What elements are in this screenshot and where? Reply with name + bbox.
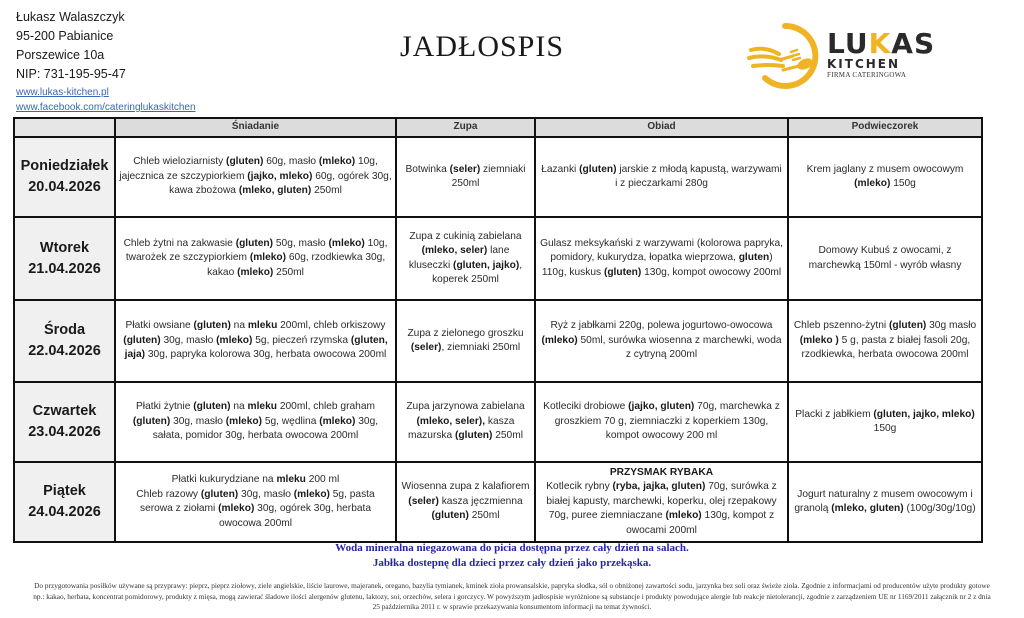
meal-text: kasza jęczmienna xyxy=(438,495,523,507)
day-date: 24.04.2026 xyxy=(28,504,101,520)
allergen-text: (mleko) xyxy=(225,415,262,427)
allergen-text: mleku xyxy=(247,401,277,413)
meal-text: 60g, ogórek 30g, kawa zbożowa xyxy=(169,170,392,197)
meal-text: Placki z jabłkiem xyxy=(795,408,874,420)
allergen-text: (mleko, gluten) xyxy=(831,503,904,514)
meal-text: (100g/30g/10g) xyxy=(903,503,976,514)
meal-text: 30g, masło xyxy=(170,415,226,427)
meal-text: 30g, masło xyxy=(238,488,294,500)
company-city: 95-200 Pabianice xyxy=(16,29,114,43)
corner-cell xyxy=(14,118,115,137)
water-note: Woda mineralna niegazowana do picia dostępna przez cały dzień na salach. xyxy=(335,542,689,554)
meal-text: 60g, masło xyxy=(263,156,319,168)
allergen-text: (gluten) xyxy=(431,510,469,522)
meal-text: ) 110g, kuskus xyxy=(541,252,773,278)
meal-text: 70g, marchewka z groszkiem 70 g, ziemniaczki z koperkiem 130g, kompot owocowy 200 ml xyxy=(554,401,780,442)
meal-text: 130g, kompot z owocami 200ml xyxy=(626,510,775,536)
allergen-text: gluten xyxy=(738,252,770,264)
allergen-text: (gluten) xyxy=(193,320,231,332)
day-cell xyxy=(14,217,115,300)
company-nip: NIP: 731-195-95-47 xyxy=(16,67,126,81)
meal-text: Ryż z jabłkami 220g, polewa jogurtowo-owocowa xyxy=(550,320,773,332)
company-info xyxy=(16,8,196,115)
meal-text: 5g, wędlina xyxy=(261,415,320,427)
meal-text: 130g, kompot owocowy 200ml xyxy=(641,266,782,278)
allergen-text: (gluten) xyxy=(235,237,274,249)
meal-text: 200 ml xyxy=(305,474,340,485)
meal-text: 50g, masło xyxy=(273,237,329,249)
meal-text: 5g, pasta serowa z ziołami xyxy=(139,488,375,514)
meal-text: Chleb wieloziarnisty xyxy=(133,156,227,168)
allergen-text: (gluten, jaja) xyxy=(124,334,388,361)
meal-text: 150g xyxy=(890,178,916,189)
meal-text: Zupa jarzynowa zabielana xyxy=(406,401,525,413)
meal-cell-zupa xyxy=(396,300,535,382)
meal-text: 50ml, surówka wiosenna z marchewki, woda z cytryną 200ml xyxy=(577,334,782,361)
allergen-text: (mleko, gluten) xyxy=(238,185,312,197)
meal-cell-sniadanie xyxy=(115,217,396,300)
meal-cell-zupa xyxy=(396,137,535,217)
allergen-text: (seler) xyxy=(449,163,481,175)
meal-text: , koperek 250ml xyxy=(432,259,523,285)
meal-cell-sniadanie xyxy=(115,300,396,382)
day-row xyxy=(14,462,982,542)
meal-text: 30g, masło xyxy=(160,334,217,346)
allergen-text: (jajko, mleko) xyxy=(247,170,313,182)
allergen-text: (mleko) xyxy=(318,156,356,168)
apples-note: Jabłka dostepnę dla dzieci przez cały dzień jako przekąska. xyxy=(372,557,652,569)
meal-text: Płatki żytnie xyxy=(136,401,194,413)
logo-subtitle: FIRMA CATERINGOWA xyxy=(827,71,907,79)
allergen-text: (gluten) xyxy=(132,415,171,427)
meal-cell-zupa xyxy=(396,382,535,462)
meal-cell-obiad xyxy=(535,217,788,300)
column-header-obiad: Obiad xyxy=(535,118,788,137)
meal-text: lane kluseczki xyxy=(408,245,510,271)
allergen-text: (gluten) xyxy=(888,320,927,332)
meal-text: jarskie z młodą kapustą, warzywami i z pieczarkami 280g xyxy=(615,163,782,189)
allergen-text: (mleko) xyxy=(541,334,578,346)
meal-text: 5 g, pasta z białej fasoli 20g, rzodkiewka, herbata owocowa 200ml xyxy=(801,334,971,361)
allergen-text: (gluten) xyxy=(193,401,231,413)
day-date: 22.04.2026 xyxy=(28,343,101,359)
meal-text: Chleb pszenno-żytni xyxy=(793,320,889,332)
meal-text: 150g xyxy=(873,423,897,434)
meal-text: Jogurt naturalny z musem owocowym i granolą xyxy=(794,488,973,514)
meal-text: 30g masło xyxy=(926,320,977,332)
allergen-text: (mleko) xyxy=(216,334,253,346)
allergen-text: (mleko, seler), xyxy=(416,415,486,427)
notes xyxy=(0,541,1024,571)
cutlery-logo-icon xyxy=(745,20,825,90)
allergen-text: (mleko) xyxy=(237,266,274,278)
allergen-text: (seler) xyxy=(410,342,442,353)
day-date: 21.04.2026 xyxy=(28,260,101,277)
allergen-text: (gluten) xyxy=(123,334,161,346)
meal-text: 250ml xyxy=(273,266,304,278)
facebook-link[interactable]: www.facebook.com/cateringlukaskitchen xyxy=(16,102,196,113)
day-row xyxy=(14,300,982,382)
allergen-text: (gluten, jajko) xyxy=(453,259,520,271)
allergen-text: mleku xyxy=(247,320,278,332)
allergen-text: mleku xyxy=(276,474,306,485)
day-name: Wtorek xyxy=(39,239,90,256)
logo-kitchen: KITCHEN xyxy=(827,57,901,71)
meal-cell-podwieczorek xyxy=(788,217,982,300)
meal-text: Łazanki xyxy=(541,163,580,175)
day-cell xyxy=(14,382,115,462)
day-name: Środa xyxy=(43,322,86,338)
allergen-text: (ryba, jajka, gluten) xyxy=(612,481,706,493)
meal-cell-podwieczorek xyxy=(788,137,982,217)
meal-text: Zupa z zielonego groszku xyxy=(407,327,524,339)
company-name: Łukasz Walaszczyk xyxy=(16,10,125,24)
meal-text: Kotlecik rybny xyxy=(546,481,613,493)
website-link[interactable]: www.lukas-kitchen.pl xyxy=(16,87,109,98)
meal-cell-zupa xyxy=(396,462,535,542)
meal-text: Wiosenna zupa z kalafiorem xyxy=(401,481,530,493)
allergen-text: (seler) xyxy=(408,495,439,507)
allergen-footer: Do przygotowania posiłków używane są przyprawy: pieprz, pieprz ziołowy, ziele angielskie, liście laurowe, majeranek, oregano, bazylia tymianek, kminek zioła prowansalskie, papryka słodka, sól o obniżonej zawartości sodu, jarzynka bez soli oraz świeże zioła. Zgodnie z informacjami od producentów użyte produkty gotowe np.: kakao, herbata, koncentrat pomidorowy, produkty z mięsa, mogą zawierać śladowe ilości alergenów glutenu, laktozy, soi, orzechów, selera i gorczycy. W powyższym jadłospisie wyróżnione są substancje i produkty powodujące alergie lub reakcje nietolerancji, zgodnie z zarządzeniem UE nr 1169/2011 załącznik nr 2 z dnia 25 października 2011 r. w sprawie przekazywania konsumentom informacji na temat żywności. xyxy=(33,581,991,611)
day-name: Czwartek xyxy=(32,403,97,419)
special-dish-title: PRZYSMAK RYBAKA xyxy=(609,466,714,478)
meal-text: Płatki kukurydziane na xyxy=(171,474,277,485)
meal-cell-podwieczorek xyxy=(788,462,982,542)
meal-text: Kotleciki drobiowe xyxy=(543,401,629,413)
meal-text: 10g, jajecznica ze szczypiorkiem xyxy=(119,156,378,182)
meal-text: , ziemniaki 250ml xyxy=(441,342,521,353)
logo-brand: LUKAS xyxy=(827,27,936,60)
meal-text: na xyxy=(230,320,248,332)
column-header-zupa: Zupa xyxy=(396,118,535,137)
meal-text: 200ml, chleb graham xyxy=(277,401,375,413)
meal-cell-sniadanie xyxy=(115,382,396,462)
meal-cell-obiad xyxy=(535,300,788,382)
meal-cell-obiad xyxy=(535,137,788,217)
day-name: Piątek xyxy=(43,483,86,499)
day-row xyxy=(14,217,982,300)
meal-text: ziemniaki 250ml xyxy=(451,163,526,189)
meal-text: 30g, papryka kolorowa 30g, herbata owocowa 200ml xyxy=(145,349,387,361)
day-row xyxy=(14,137,982,217)
meal-text: 30g, sałata, pomidor 30g, herbata owocowa 200ml xyxy=(152,415,379,442)
day-cell xyxy=(14,137,115,217)
meal-cell-sniadanie xyxy=(115,462,396,542)
meal-text: Krem jaglany z musem owocowym xyxy=(806,163,964,175)
day-name: Poniedziałek xyxy=(20,158,109,174)
allergen-text: (gluten) xyxy=(603,266,642,278)
meal-cell-zupa xyxy=(396,217,535,300)
day-cell xyxy=(14,462,115,542)
day-row xyxy=(14,382,982,462)
menu-table xyxy=(13,117,983,543)
allergen-text: (gluten) xyxy=(200,488,239,500)
company-street: Porszewice 10a xyxy=(16,48,105,62)
allergen-text: (mleko) xyxy=(328,237,365,249)
meal-text: Zupa z cukinią zabielana xyxy=(409,230,522,242)
day-date: 20.04.2026 xyxy=(28,179,101,195)
allergen-text: (gluten) xyxy=(579,163,617,175)
meal-text: 10g, twarożek ze szczypiorkiem xyxy=(125,237,388,264)
meal-text: Płatki owsiane xyxy=(125,320,194,332)
meal-text: Botwinka xyxy=(405,163,450,175)
day-cell xyxy=(14,300,115,382)
allergen-text: (mleko) xyxy=(319,415,356,427)
meal-text: Domowy Kubuś z owocami, z marchewką 150ml - wyrób własny xyxy=(808,245,962,271)
allergen-text: (jajko, gluten) xyxy=(628,401,695,413)
meal-text: na xyxy=(230,401,248,413)
meal-text: 250ml xyxy=(468,510,500,522)
meal-cell-podwieczorek xyxy=(788,382,982,462)
logo xyxy=(745,20,936,90)
meal-cell-sniadanie xyxy=(115,137,396,217)
meal-cell-podwieczorek xyxy=(788,300,982,382)
allergen-text: (mleko) xyxy=(218,503,255,514)
meal-cell-obiad xyxy=(535,462,788,542)
column-header-sniadanie: Śniadanie xyxy=(115,118,396,137)
allergen-text: (mleko) xyxy=(665,510,702,522)
meal-text: Chleb żytni na zakwasie xyxy=(123,237,236,249)
meal-text: 60g, rzodkiewka 30g, kakao xyxy=(207,252,386,278)
meal-text: 200ml, chleb orkiszowy xyxy=(277,320,386,332)
meal-text: 250ml xyxy=(311,185,342,197)
meal-text: 250ml xyxy=(492,430,523,442)
allergen-text: (mleko) xyxy=(293,488,330,500)
meal-text: 5g, pieczeń rzymska xyxy=(252,334,351,346)
meal-text: Gulasz meksykański z warzywami (kolorowa papryka, pomidory, kukurydza, łopatka wieprzowa, xyxy=(540,237,783,264)
allergen-text: (mleko) xyxy=(854,178,891,189)
meal-cell-obiad xyxy=(535,382,788,462)
allergen-text: (gluten, jajko, mleko) xyxy=(873,408,975,420)
page-title: JADŁOSPIS xyxy=(400,30,565,63)
allergen-text: (mleko ) xyxy=(799,334,839,346)
meal-text: kasza mazurska xyxy=(408,415,515,442)
meal-text: 70g, surówka z białej kapusty, marchewki, koperku, olej rzepakowy 70g, puree ziemniaczane xyxy=(546,481,777,522)
allergen-text: (mleko, seler) xyxy=(421,245,488,256)
allergen-text: (gluten) xyxy=(226,156,264,168)
allergen-text: (gluten) xyxy=(455,430,493,442)
meal-text: 30g, ogórek 30g, herbata owocowa 200ml xyxy=(218,503,372,529)
allergen-text: (mleko) xyxy=(249,252,287,264)
header-row xyxy=(14,118,982,137)
meal-text: Chleb razowy xyxy=(136,488,201,500)
column-header-podwieczorek: Podwieczorek xyxy=(788,118,982,137)
day-date: 23.04.2026 xyxy=(28,424,101,440)
